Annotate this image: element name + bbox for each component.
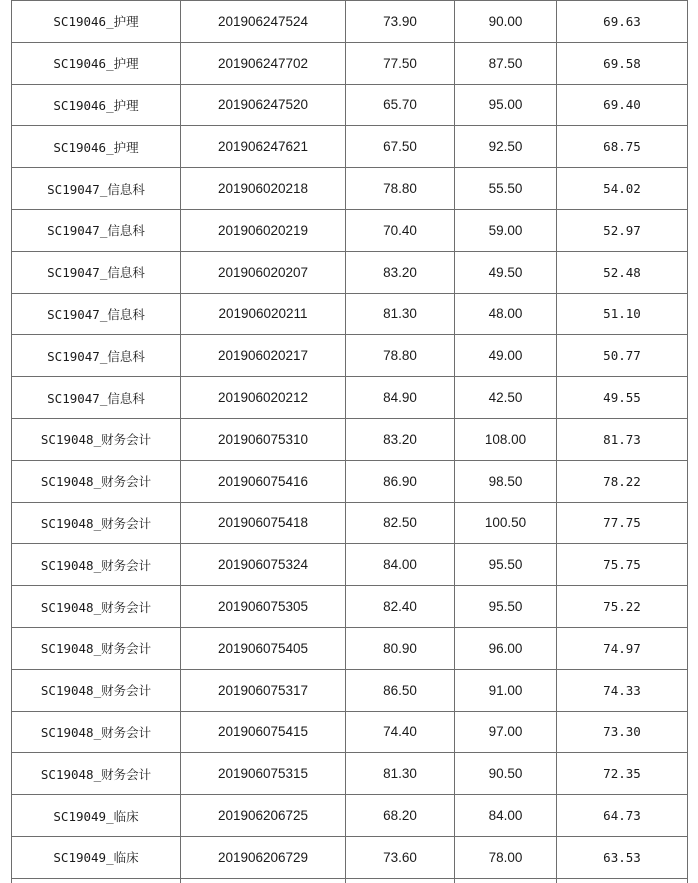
written-score-cell: 70.40 <box>346 209 455 251</box>
table-row <box>12 627 688 669</box>
exam-id-cell: 201906075310 <box>181 418 346 460</box>
written-score-cell: 68.20 <box>346 795 455 837</box>
written-score-cell: 73.60 <box>346 836 455 878</box>
exam-id-cell: 201906020217 <box>181 335 346 377</box>
written-score-cell: 82.40 <box>346 586 455 628</box>
position-cell: SC19048_财务会计 <box>12 418 181 460</box>
exam-id-cell: 201906206725 <box>181 795 346 837</box>
interview-score-cell: 108.00 <box>455 418 557 460</box>
interview-score-cell: 49.00 <box>455 335 557 377</box>
partial-cell <box>455 878 557 883</box>
table-row-partial <box>12 878 688 883</box>
total-score-cell: 75.22 <box>557 586 688 628</box>
exam-id-cell: 201906075315 <box>181 753 346 795</box>
exam-id-cell: 201906247524 <box>181 1 346 43</box>
total-score-cell: 74.33 <box>557 669 688 711</box>
position-cell: SC19048_财务会计 <box>12 627 181 669</box>
position-cell: SC19046_护理 <box>12 1 181 43</box>
interview-score-cell: 84.00 <box>455 795 557 837</box>
position-cell: SC19048_财务会计 <box>12 586 181 628</box>
position-cell: SC19047_信息科 <box>12 335 181 377</box>
partial-cell <box>181 878 346 883</box>
table-row <box>12 418 688 460</box>
total-score-cell: 69.40 <box>557 84 688 126</box>
total-score-cell: 72.35 <box>557 753 688 795</box>
partial-cell <box>346 878 455 883</box>
position-cell: SC19047_信息科 <box>12 209 181 251</box>
table-row <box>12 42 688 84</box>
interview-score-cell: 95.00 <box>455 84 557 126</box>
written-score-cell: 84.00 <box>346 544 455 586</box>
position-cell: SC19048_财务会计 <box>12 753 181 795</box>
exam-id-cell: 201906020212 <box>181 377 346 419</box>
table-row <box>12 502 688 544</box>
interview-score-cell: 90.50 <box>455 753 557 795</box>
exam-id-cell: 201906075416 <box>181 460 346 502</box>
table-row <box>12 460 688 502</box>
position-cell: SC19048_财务会计 <box>12 669 181 711</box>
total-score-cell: 68.75 <box>557 126 688 168</box>
interview-score-cell: 87.50 <box>455 42 557 84</box>
total-score-cell: 64.73 <box>557 795 688 837</box>
total-score-cell: 75.75 <box>557 544 688 586</box>
table-row <box>12 335 688 377</box>
written-score-cell: 80.90 <box>346 627 455 669</box>
written-score-cell: 83.20 <box>346 418 455 460</box>
table-row <box>12 293 688 335</box>
table-row <box>12 795 688 837</box>
interview-score-cell: 59.00 <box>455 209 557 251</box>
total-score-cell: 69.58 <box>557 42 688 84</box>
exam-id-cell: 201906075305 <box>181 586 346 628</box>
exam-id-cell: 201906247520 <box>181 84 346 126</box>
written-score-cell: 81.30 <box>346 753 455 795</box>
position-cell: SC19048_财务会计 <box>12 544 181 586</box>
exam-id-cell: 201906206729 <box>181 836 346 878</box>
exam-id-cell: 201906075418 <box>181 502 346 544</box>
position-cell: SC19046_护理 <box>12 126 181 168</box>
table-row <box>12 126 688 168</box>
position-cell: SC19046_护理 <box>12 84 181 126</box>
table-row <box>12 669 688 711</box>
written-score-cell: 65.70 <box>346 84 455 126</box>
position-cell: SC19049_临床 <box>12 795 181 837</box>
exam-id-cell: 201906247702 <box>181 42 346 84</box>
exam-id-cell: 201906075324 <box>181 544 346 586</box>
position-cell: SC19047_信息科 <box>12 377 181 419</box>
table-row <box>12 377 688 419</box>
position-cell: SC19048_财务会计 <box>12 502 181 544</box>
total-score-cell: 78.22 <box>557 460 688 502</box>
interview-score-cell: 96.00 <box>455 627 557 669</box>
written-score-cell: 86.90 <box>346 460 455 502</box>
total-score-cell: 52.48 <box>557 251 688 293</box>
table-row <box>12 586 688 628</box>
table-row <box>12 84 688 126</box>
interview-score-cell: 95.50 <box>455 544 557 586</box>
exam-id-cell: 201906247621 <box>181 126 346 168</box>
position-cell: SC19048_财务会计 <box>12 711 181 753</box>
written-score-cell: 74.40 <box>346 711 455 753</box>
written-score-cell: 82.50 <box>346 502 455 544</box>
table-row <box>12 168 688 210</box>
written-score-cell: 84.90 <box>346 377 455 419</box>
written-score-cell: 78.80 <box>346 168 455 210</box>
exam-id-cell: 201906075415 <box>181 711 346 753</box>
interview-score-cell: 90.00 <box>455 1 557 43</box>
written-score-cell: 77.50 <box>346 42 455 84</box>
exam-id-cell: 201906075405 <box>181 627 346 669</box>
total-score-cell: 69.63 <box>557 1 688 43</box>
total-score-cell: 73.30 <box>557 711 688 753</box>
score-sheet <box>11 0 687 883</box>
table-row <box>12 209 688 251</box>
position-cell: SC19048_财务会计 <box>12 460 181 502</box>
position-cell: SC19047_信息科 <box>12 168 181 210</box>
total-score-cell: 81.73 <box>557 418 688 460</box>
table-row <box>12 836 688 878</box>
total-score-cell: 77.75 <box>557 502 688 544</box>
written-score-cell: 73.90 <box>346 1 455 43</box>
table-row <box>12 544 688 586</box>
interview-score-cell: 92.50 <box>455 126 557 168</box>
table-row <box>12 251 688 293</box>
table-row <box>12 753 688 795</box>
partial-cell <box>557 878 688 883</box>
exam-id-cell: 201906020207 <box>181 251 346 293</box>
exam-id-cell: 201906075317 <box>181 669 346 711</box>
table-row <box>12 1 688 43</box>
interview-score-cell: 55.50 <box>455 168 557 210</box>
total-score-cell: 51.10 <box>557 293 688 335</box>
exam-id-cell: 201906020211 <box>181 293 346 335</box>
interview-score-cell: 95.50 <box>455 586 557 628</box>
total-score-cell: 50.77 <box>557 335 688 377</box>
total-score-cell: 52.97 <box>557 209 688 251</box>
total-score-cell: 49.55 <box>557 377 688 419</box>
table-row <box>12 711 688 753</box>
written-score-cell: 78.80 <box>346 335 455 377</box>
written-score-cell: 86.50 <box>346 669 455 711</box>
interview-score-cell: 48.00 <box>455 293 557 335</box>
written-score-cell: 83.20 <box>346 251 455 293</box>
interview-score-cell: 91.00 <box>455 669 557 711</box>
score-table-body <box>12 1 688 883</box>
interview-score-cell: 100.50 <box>455 502 557 544</box>
total-score-cell: 74.97 <box>557 627 688 669</box>
interview-score-cell: 97.00 <box>455 711 557 753</box>
interview-score-cell: 78.00 <box>455 836 557 878</box>
position-cell: SC19049_临床 <box>12 836 181 878</box>
total-score-cell: 54.02 <box>557 168 688 210</box>
partial-cell <box>12 878 181 883</box>
exam-id-cell: 201906020219 <box>181 209 346 251</box>
interview-score-cell: 98.50 <box>455 460 557 502</box>
score-table <box>11 0 688 883</box>
interview-score-cell: 42.50 <box>455 377 557 419</box>
position-cell: SC19046_护理 <box>12 42 181 84</box>
exam-id-cell: 201906020218 <box>181 168 346 210</box>
written-score-cell: 67.50 <box>346 126 455 168</box>
total-score-cell: 63.53 <box>557 836 688 878</box>
position-cell: SC19047_信息科 <box>12 293 181 335</box>
position-cell: SC19047_信息科 <box>12 251 181 293</box>
written-score-cell: 81.30 <box>346 293 455 335</box>
interview-score-cell: 49.50 <box>455 251 557 293</box>
